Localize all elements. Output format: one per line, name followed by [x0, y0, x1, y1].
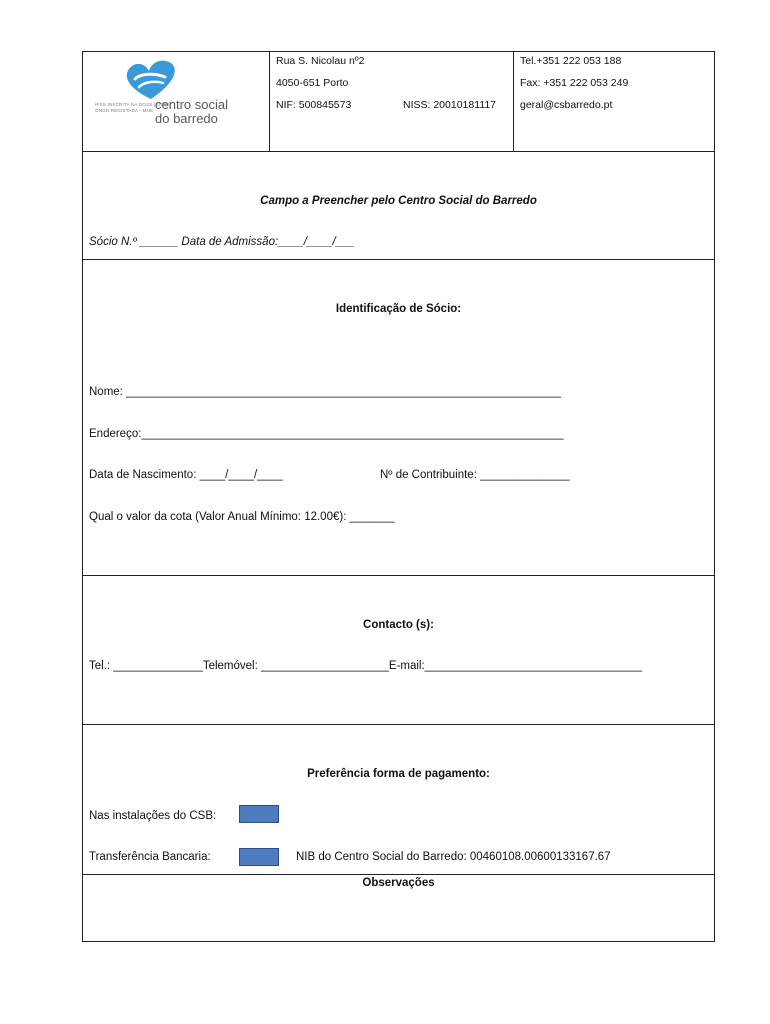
address-field[interactable]: Endereço:__________________________________________________________________: [89, 428, 564, 440]
contact-section-title: Contacto (s):: [363, 619, 434, 631]
birth-date-field[interactable]: Data de Nascimento: ____/____/____: [89, 469, 283, 481]
heart-logo-icon: [121, 59, 181, 101]
logo-tagline-2: ONGD REGISTADA - MNE: [95, 108, 154, 113]
divider-payment: [83, 874, 714, 875]
logo-tagline-1: IPSS INSCRITA NA DGSS (#2008): [95, 102, 171, 107]
membership-form: [82, 51, 715, 942]
contact-fields-line[interactable]: Tel.: ______________Telemóvel: ____________________E-mail:__________________________________: [89, 660, 643, 672]
header-divider-1: [269, 52, 270, 151]
payment-option-transfer-label: Transferência Bancaria:: [89, 851, 211, 863]
payment-transfer-checkbox[interactable]: [239, 848, 279, 866]
contact-email: geral@csbarredo.pt: [520, 99, 613, 111]
name-field[interactable]: Nome: ____________________________________________________________________: [89, 386, 561, 398]
identification-title: Identificação de Sócio:: [335, 303, 462, 315]
address-nif: NIF: 500845573: [276, 99, 352, 111]
contact-fax: Fax: +351 222 053 249: [520, 77, 629, 89]
logo: [83, 52, 269, 151]
logo-text-line2: do barredo: [155, 111, 218, 126]
admin-member-line[interactable]: Sócio N.º ______ Data de Admissão:____/____/___: [89, 236, 355, 248]
payment-csb-checkbox[interactable]: [239, 805, 279, 823]
divider-admin: [83, 259, 714, 260]
header-divider-2: [513, 52, 514, 151]
address-street: Rua S. Nicolau nº2: [276, 55, 365, 67]
address-postal: 4050-651 Porto: [276, 77, 349, 89]
payment-section-title: Preferência forma de pagamento:: [307, 768, 490, 780]
divider-contact: [83, 724, 714, 725]
logo-text-line1: centro social: [155, 97, 228, 112]
taxpayer-number-field[interactable]: Nº de Contribuinte: ______________: [380, 469, 570, 481]
divider-identification: [83, 575, 714, 576]
fee-value-field[interactable]: Qual o valor da cota (Valor Anual Mínimo: 12.00€): _______: [89, 511, 395, 523]
nib-text: NIB do Centro Social do Barredo: 00460108.00600133167.67: [296, 851, 611, 863]
address-niss: NISS: 20010181117: [403, 99, 497, 111]
notes-title: Observações: [362, 877, 435, 889]
contact-tel: Tel.+351 222 053 188: [520, 55, 622, 67]
payment-option-csb-label: Nas instalações do CSB:: [89, 810, 217, 822]
divider-header: [83, 151, 714, 152]
notes-area[interactable]: [83, 892, 714, 941]
admin-section-title: Campo a Preencher pelo Centro Social do Barredo: [260, 195, 537, 207]
